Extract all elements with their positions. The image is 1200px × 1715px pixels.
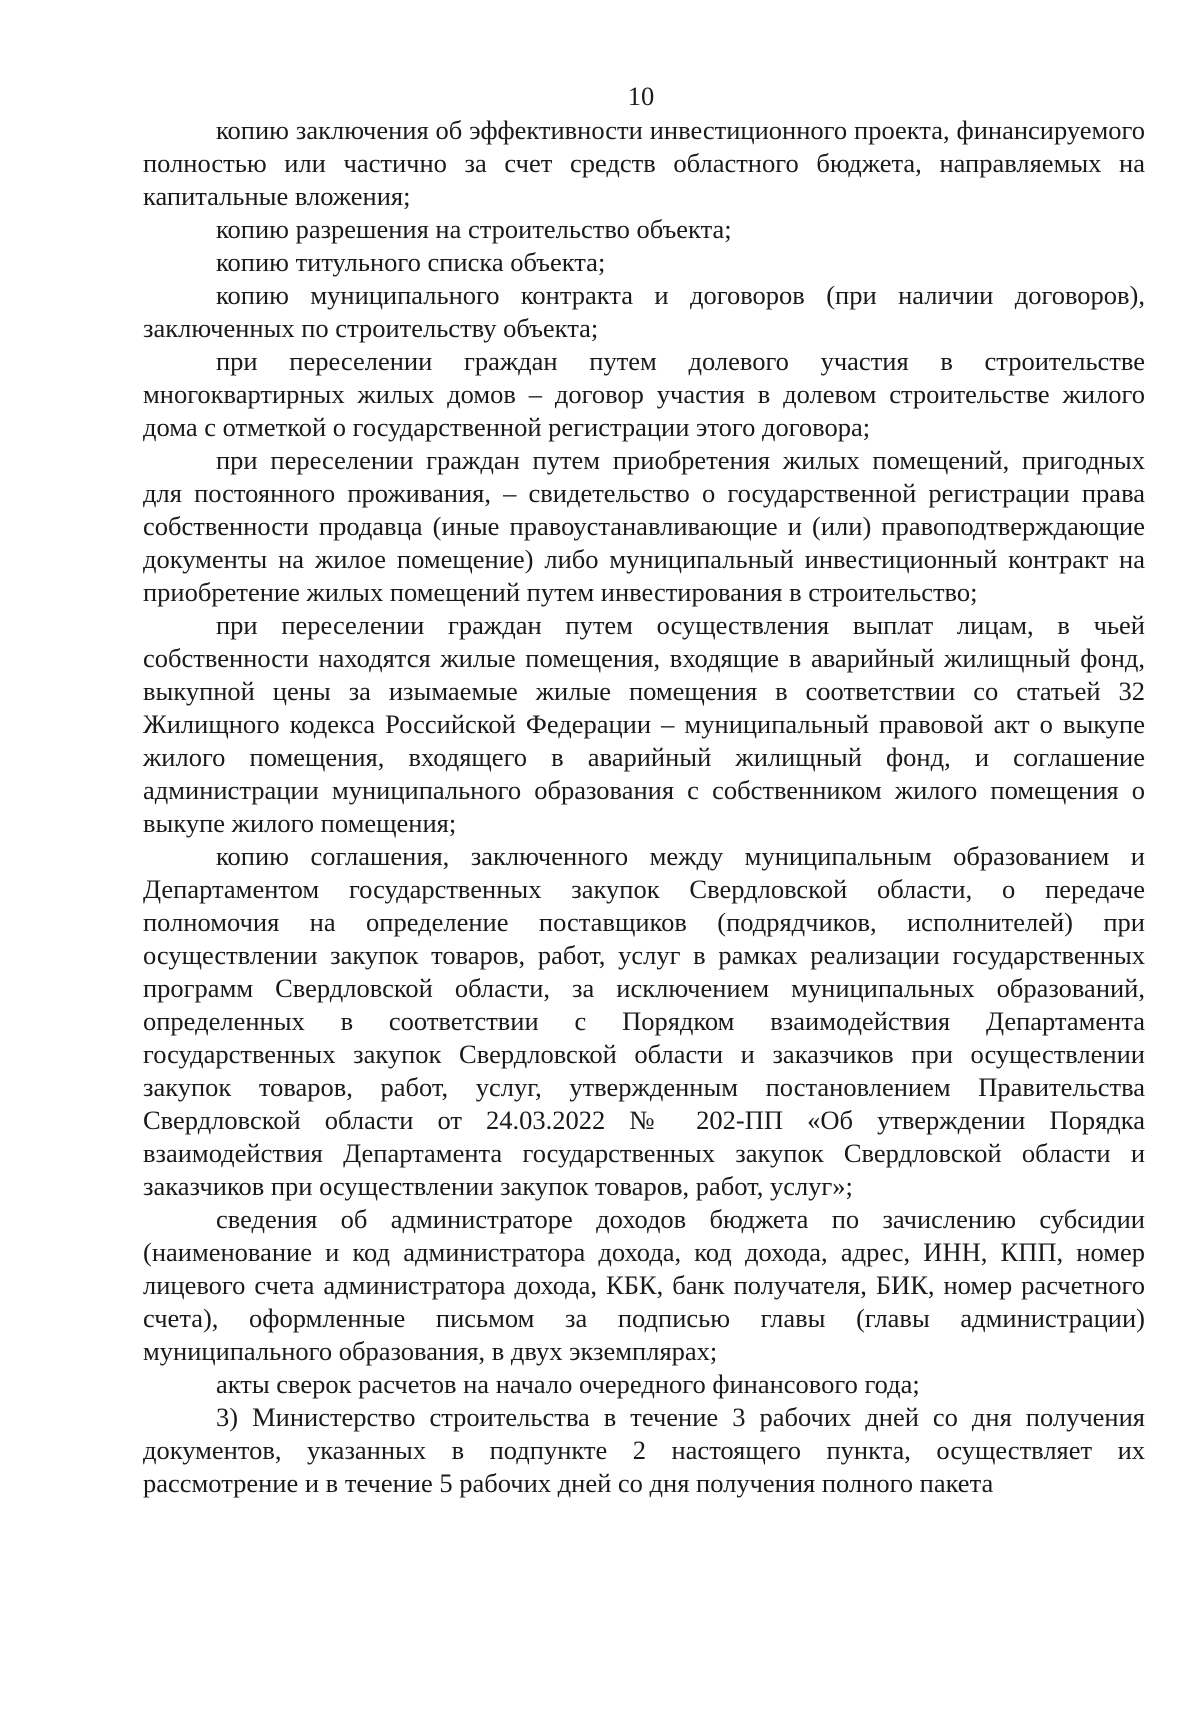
paragraph-municipal-contract: копию муниципального контракта и договоров (при наличии договоров), заключенных по строительству объекта; [143,280,1145,343]
paragraph-investment-conclusion: копию заключения об эффективности инвестиционного проекта, финансируемого полностью или частично за счет средств областного бюджета, направляемых на капитальные вложения; [143,115,1145,211]
paragraph-shared-construction: при переселении граждан путем долевого участия в строительстве многоквартирных жилых домов – договор участия в долевом строительстве жилого дома с отметкой о государственной регистрации этого договора; [143,346,1145,442]
paragraph-buyout-payments: при переселении граждан путем осуществления выплат лицам, в чьей собственности находятся жилые помещения, входящие в аварийный жилищный фонд, выкупной цены за изымаемые жилые помещения в соответствии со статьей 32 Жилищного кодекса Российской Федерации – муниципальный правовой акт о выкупе жилого помещения, входящего в аварийный жилищный фонд, и соглашение администрации муниципального образования с собственником жилого помещения о выкупе жилого помещения; [143,610,1145,838]
paragraph-ministry-review: 3) Министерство строительства в течение 3 рабочих дней со дня получения документов, указанных в подпункте 2 настоящего пункта, осуществляет их рассмотрение и в течение 5 рабочих дней со дня получения полного пакета [143,1402,1145,1498]
page-number: 10 [627,81,655,111]
paragraph-revenue-administrator: сведения об администраторе доходов бюджета по зачислению субсидии (наименование и код администратора дохода, код дохода, адрес, ИНН, КПП, номер лицевого счета администратора дохода, КБК, банк получателя, БИК, номер расчетного счета), оформленные письмом за подписью главы (главы администрации) муниципального образования, в двух экземплярах; [143,1204,1145,1366]
document-body [143,114,1145,1500]
paragraph-construction-permit: копию разрешения на строительство объекта; [216,214,732,244]
paragraph-procurement-agreement: копию соглашения, заключенного между муниципальным образованием и Департаментом государственных закупок Свердловской области, о передаче полномочия на определение поставщиков (подрядчиков, исполнителей) при осуществлении закупок товаров, работ, услуг в рамках реализации государственных программ Свердловской области, за исключением муниципальных образований, определенных в соответствии с Порядком взаимодействия Департамента государственных закупок Свердловской области и заказчиков при осуществлении закупок товаров, работ, услуг, утвержденным постановлением Правительства Свердловской области от 24.03.2022 № 202-ПП «Об утверждении Порядка взаимодействия Департамента государственных закупок Свердловской области и заказчиков при осуществлении закупок товаров, работ, услуг»; [143,841,1145,1201]
paragraph-purchase-premises: при переселении граждан путем приобретения жилых помещений, пригодных для постоянного проживания, – свидетельство о государственной регистрации права собственности продавца (иные правоустанавливающие и (или) правоподтверждающие документы на жилое помещение) либо муниципальный инвестиционный контракт на приобретение жилых помещений путем инвестирования в строительство; [143,445,1145,607]
paragraph-title-list: копию титульного списка объекта; [216,247,606,277]
paragraph-reconciliation-acts: акты сверок расчетов на начало очередного финансового года; [216,1369,920,1399]
